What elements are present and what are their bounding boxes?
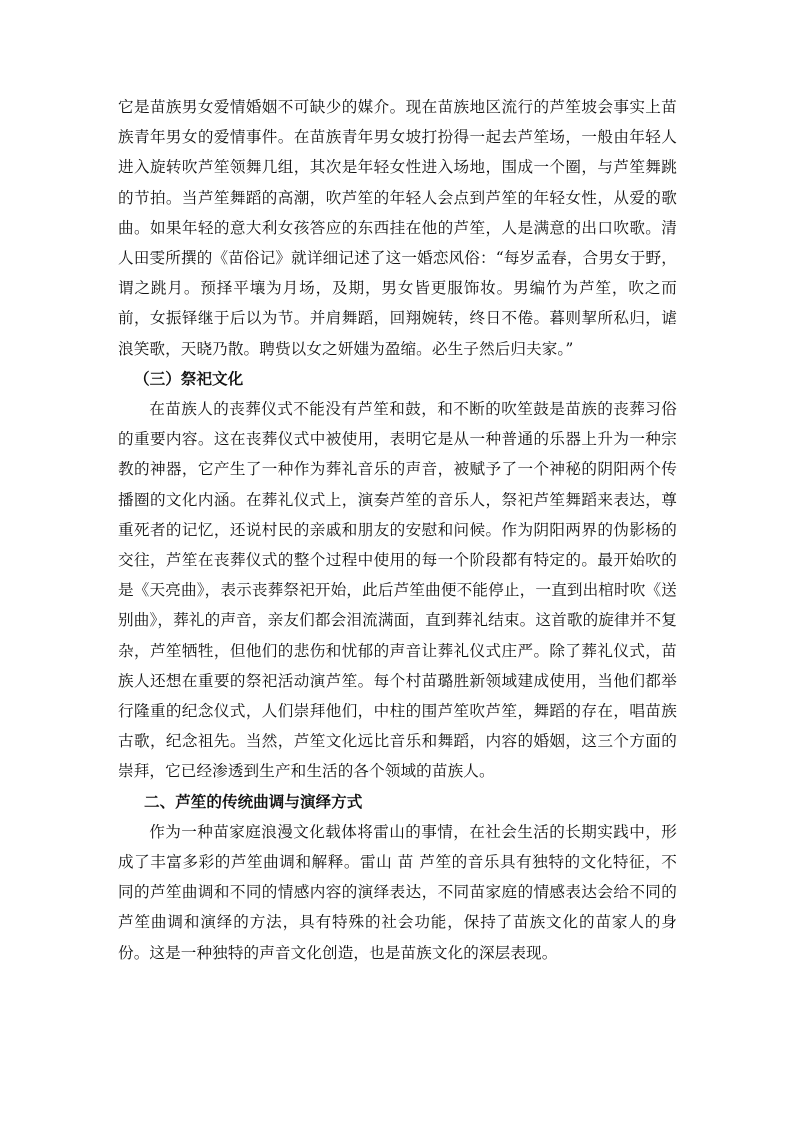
body-paragraph: 它是苗族男女爱情婚姻不可缺少的媒介。现在苗族地区流行的芦笙坡会事实上苗族青年男女的爱情事件。在苗族青年男女坡打扮得一起去芦笙场，一般由年轻人进入旋转吹芦笙领舞几组，其次是年轻女性进入场地，围成一个圈，与芦笙舞跳的节拍。当芦笙舞蹈的高潮，吹芦笙的年轻人会点到芦笙的年轻女性，从爱的歌曲。如果年轻的意大利女孩答应的东西挂在他的芦笙，人是满意的出口吹歌。清人田雯所撰的《苗俗记》就详细记述了这一婚恋风俗：“每岁孟春，合男女于野，谓之跳月。预择平壤为月场，及期，男女皆更服饰妆。男编竹为芦笙，吹之而前，女振铎继于后以为节。并肩舞蹈，回翔婉转，终日不倦。暮则挈所私归，谑浪笑歌，天晓乃散。聘赀以女之妍媸为盈缩。必生子然后归夫家。” — [118, 98, 677, 358]
document-page — [118, 92, 677, 968]
section-heading: （三）祭祀文化 — [134, 369, 244, 388]
body-paragraph: 作为一种苗家庭浪漫文化载体将雷山的事情，在社会生活的长期实践中，形成了丰富多彩的芦笙曲调和解释。雷山 苗 芦笙的音乐具有独特的文化特征，不同的芦笙曲调和不同的情感内容的演绎表达，不同苗家庭的情感表达会给不同的芦笙曲调和演绎的方法，具有特殊的社会功能，保持了苗族文化的苗家人的身份。这是一种独特的声音文化创造，也是苗族文化的深层表现。 — [118, 822, 677, 962]
chapter-heading: 二、芦笙的传统曲调与演绎方式 — [144, 792, 363, 811]
body-paragraph: 在苗族人的丧葬仪式不能没有芦笙和鼓，和不断的吹笙鼓是苗族的丧葬习俗的重要内容。这在丧葬仪式中被使用，表明它是从一种普通的乐器上升为一种宗教的神器，它产生了一种作为葬礼音乐的声音，被赋予了一个神秘的阴阳两个传播圈的文化内涵。在葬礼仪式上，演奏芦笙的音乐人，祭祀芦笙舞蹈来表达，尊重死者的记忆，还说村民的亲戚和朋友的安慰和问候。作为阴阳两界的伪影杨的交往，芦笙在丧葬仪式的整个过程中使用的每一个阶段都有特定的。最开始吹的是《天亮曲》，表示丧葬祭祀开始，此后芦笙曲便不能停止，一直到出棺时吹《送别曲》，葬礼的声音，亲友们都会泪流满面，直到葬礼结束。这首歌的旋律并不复杂，芦笙牺牲，但他们的悲伤和忧郁的声音让葬礼仪式庄严。除了葬礼仪式，苗族人还想在重要的祭祀活动演芦笙。每个村苗璐胜新领域建成使用，当他们都举行隆重的纪念仪式，人们崇拜他们，中柱的围芦笙吹芦笙，舞蹈的存在，唱苗族古歌，纪念祖先。当然，芦笙文化远比音乐和舞蹈，内容的婚姻，这三个方面的崇拜，它已经渗透到生产和生活的各个领域的苗族人。 — [118, 400, 677, 781]
